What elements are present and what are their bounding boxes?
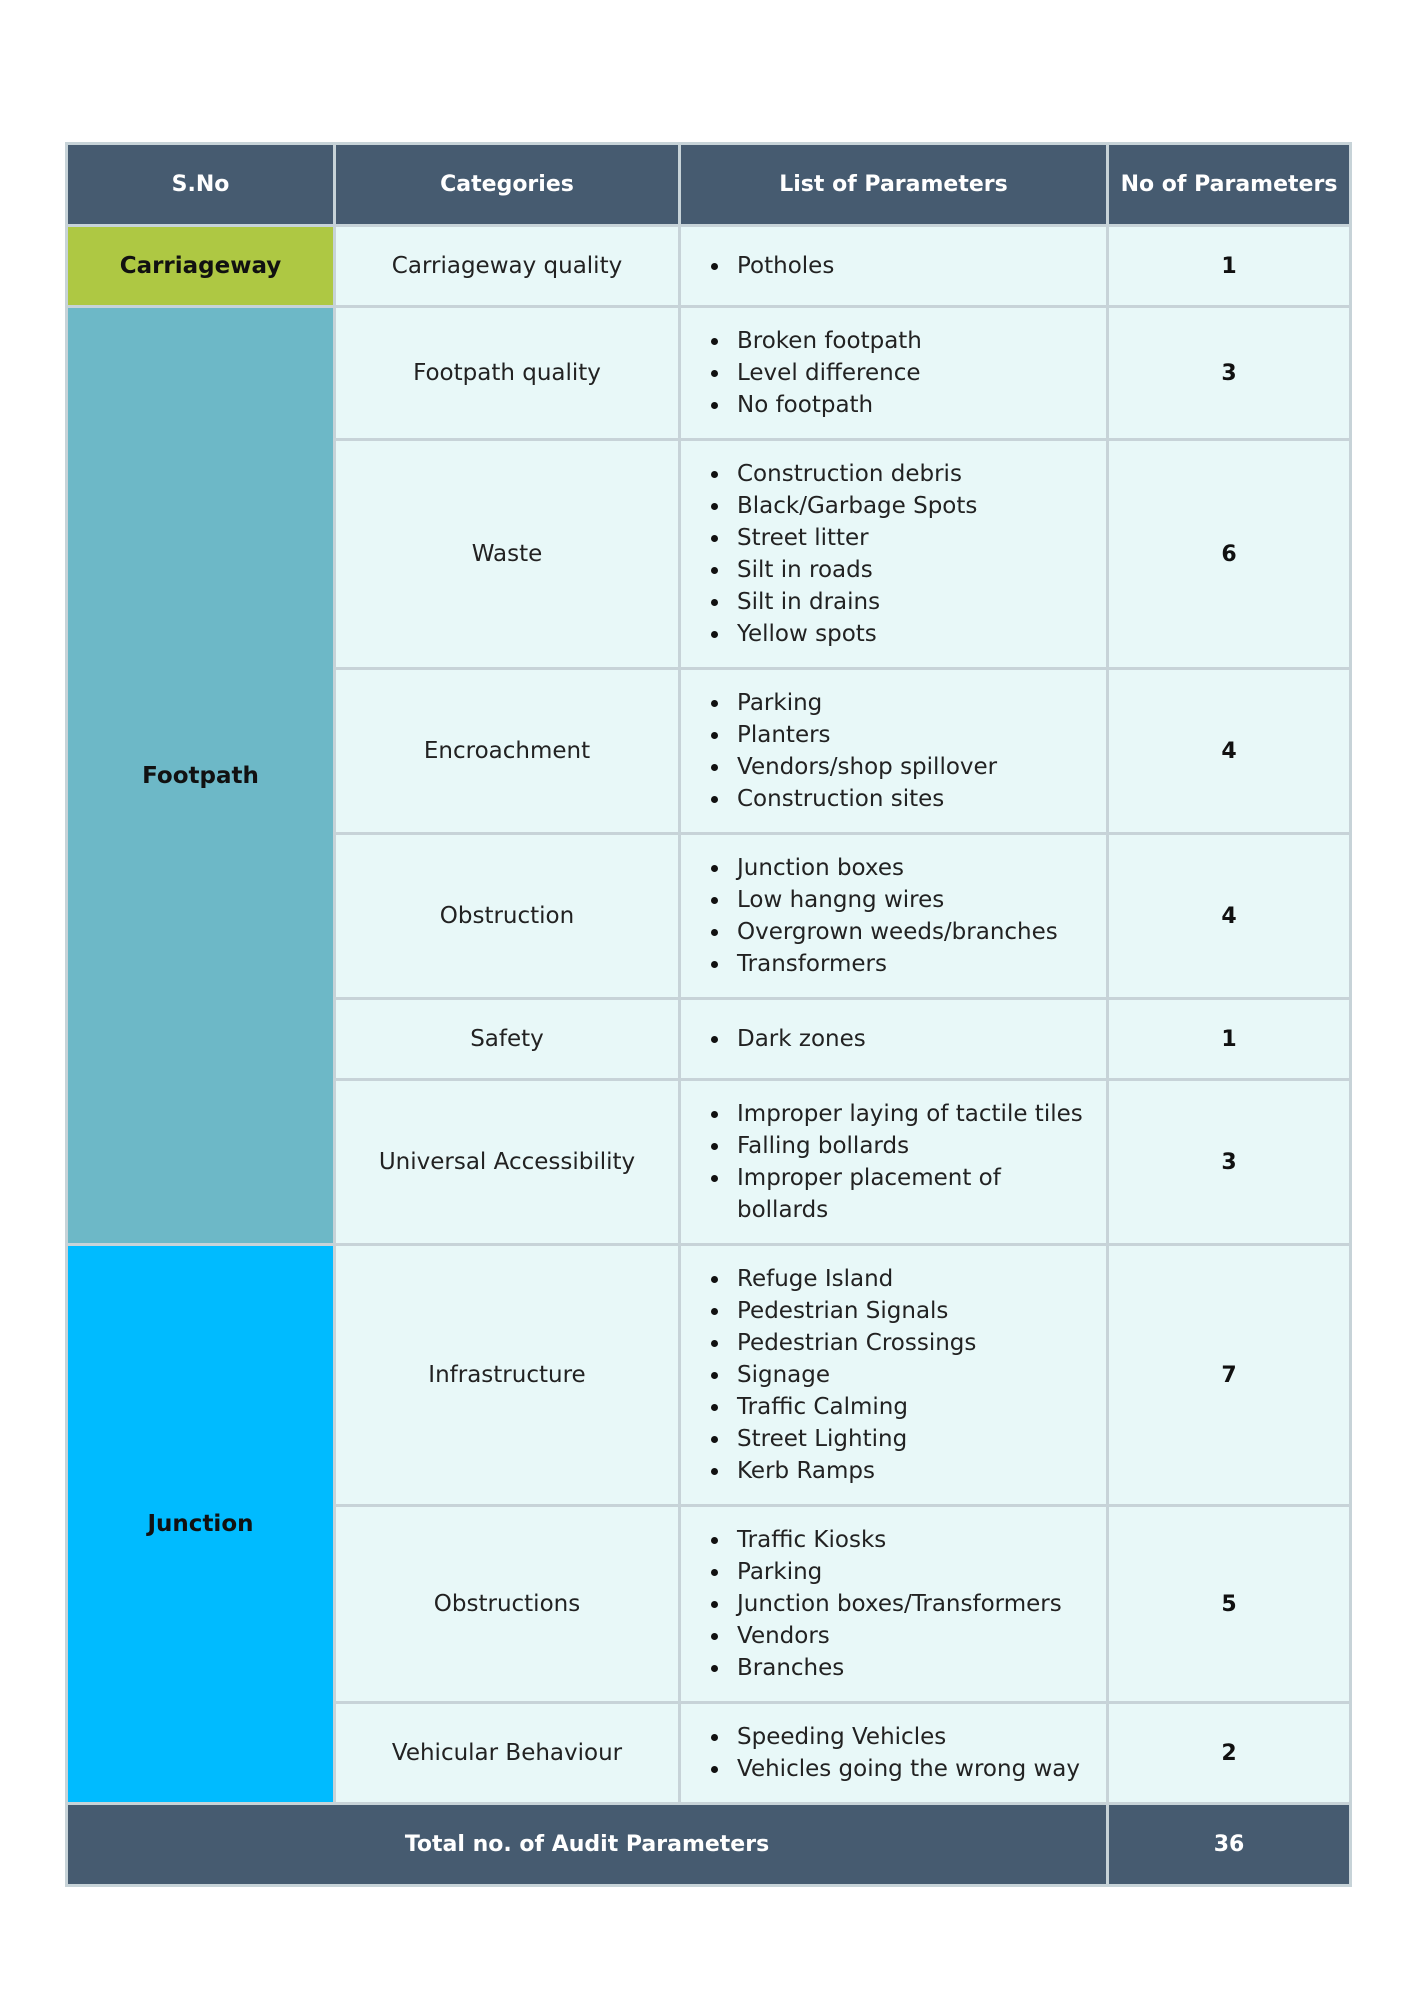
list-item: Junction boxes — [737, 852, 1096, 884]
parameters-cell — [680, 1506, 1108, 1703]
group-carriageway: Carriageway — [67, 226, 335, 307]
list-item: Broken footpath — [737, 325, 1096, 357]
category-cell: Encroachment — [335, 669, 680, 834]
parameters-cell — [680, 669, 1108, 834]
list-item: Construction debris — [737, 458, 1096, 490]
list-item: Branches — [737, 1652, 1096, 1684]
audit-parameters-table — [65, 142, 1352, 1887]
list-item: Vendors — [737, 1620, 1096, 1652]
category-cell: Carriageway quality — [335, 226, 680, 307]
parameter-list — [681, 250, 1106, 282]
list-item: Level difference — [737, 357, 1096, 389]
list-item: Falling bollards — [737, 1130, 1096, 1162]
list-item: Overgrown weeds/branches — [737, 916, 1096, 948]
parameter-list — [681, 1023, 1106, 1055]
parameters-cell — [680, 226, 1108, 307]
header-no-of-parameters: No of Parameters — [1108, 144, 1351, 226]
total-row — [67, 1804, 1351, 1886]
count-cell: 1 — [1108, 226, 1351, 307]
parameters-cell — [680, 440, 1108, 669]
list-item: Silt in drains — [737, 586, 1096, 618]
parameters-cell — [680, 1703, 1108, 1804]
parameter-list — [681, 1524, 1106, 1684]
count-cell: 2 — [1108, 1703, 1351, 1804]
table-header-row — [67, 144, 1351, 226]
parameter-list — [681, 458, 1106, 650]
category-cell: Obstruction — [335, 834, 680, 999]
count-cell: 4 — [1108, 669, 1351, 834]
parameter-list — [681, 325, 1106, 421]
list-item: Transformers — [737, 948, 1096, 980]
category-cell: Infrastructure — [335, 1245, 680, 1506]
list-item: Signage — [737, 1359, 1096, 1391]
list-item: Improper laying of tactile tiles — [737, 1098, 1096, 1130]
group-junction: Junction — [67, 1245, 335, 1804]
list-item: Parking — [737, 687, 1096, 719]
header-list-of-parameters: List of Parameters — [680, 144, 1108, 226]
list-item: Traffic Calming — [737, 1391, 1096, 1423]
list-item: Vehicles going the wrong way — [737, 1753, 1096, 1785]
category-cell: Universal Accessibility — [335, 1080, 680, 1245]
table-row — [67, 307, 1351, 440]
list-item: Pedestrian Signals — [737, 1295, 1096, 1327]
list-item: Potholes — [737, 250, 1096, 282]
category-cell: Safety — [335, 999, 680, 1080]
header-sno: S.No — [67, 144, 335, 226]
list-item: Planters — [737, 719, 1096, 751]
list-item: Vendors/shop spillover — [737, 751, 1096, 783]
category-cell: Vehicular Behaviour — [335, 1703, 680, 1804]
count-cell: 4 — [1108, 834, 1351, 999]
table-row — [67, 1245, 1351, 1506]
list-item: Street Lighting — [737, 1423, 1096, 1455]
count-cell: 3 — [1108, 307, 1351, 440]
count-cell: 7 — [1108, 1245, 1351, 1506]
category-cell: Waste — [335, 440, 680, 669]
list-item: Silt in roads — [737, 554, 1096, 586]
list-item: Speeding Vehicles — [737, 1721, 1096, 1753]
list-item: Refuge Island — [737, 1263, 1096, 1295]
category-cell: Footpath quality — [335, 307, 680, 440]
list-item: Black/Garbage Spots — [737, 490, 1096, 522]
parameter-list — [681, 1721, 1106, 1785]
parameters-cell — [680, 1245, 1108, 1506]
list-item: Kerb Ramps — [737, 1455, 1096, 1487]
parameters-cell — [680, 834, 1108, 999]
parameters-cell — [680, 307, 1108, 440]
total-label: Total no. of Audit Parameters — [67, 1804, 1108, 1886]
list-item: Low hangng wires — [737, 884, 1096, 916]
count-cell: 3 — [1108, 1080, 1351, 1245]
list-item: Improper placement of bollards — [737, 1162, 1096, 1226]
count-cell: 5 — [1108, 1506, 1351, 1703]
list-item: Dark zones — [737, 1023, 1096, 1055]
table-row — [67, 226, 1351, 307]
header-categories: Categories — [335, 144, 680, 226]
list-item: No footpath — [737, 389, 1096, 421]
count-cell: 6 — [1108, 440, 1351, 669]
parameter-list — [681, 687, 1106, 815]
list-item: Yellow spots — [737, 618, 1096, 650]
parameter-list — [681, 1098, 1106, 1226]
list-item: Pedestrian Crossings — [737, 1327, 1096, 1359]
parameter-list — [681, 1263, 1106, 1487]
parameters-cell — [680, 999, 1108, 1080]
group-footpath: Footpath — [67, 307, 335, 1245]
list-item: Construction sites — [737, 783, 1096, 815]
count-cell: 1 — [1108, 999, 1351, 1080]
total-value: 36 — [1108, 1804, 1351, 1886]
category-cell: Obstructions — [335, 1506, 680, 1703]
list-item: Junction boxes/Transformers — [737, 1588, 1096, 1620]
parameter-list — [681, 852, 1106, 980]
list-item: Parking — [737, 1556, 1096, 1588]
list-item: Traffic Kiosks — [737, 1524, 1096, 1556]
parameters-cell — [680, 1080, 1108, 1245]
list-item: Street litter — [737, 522, 1096, 554]
